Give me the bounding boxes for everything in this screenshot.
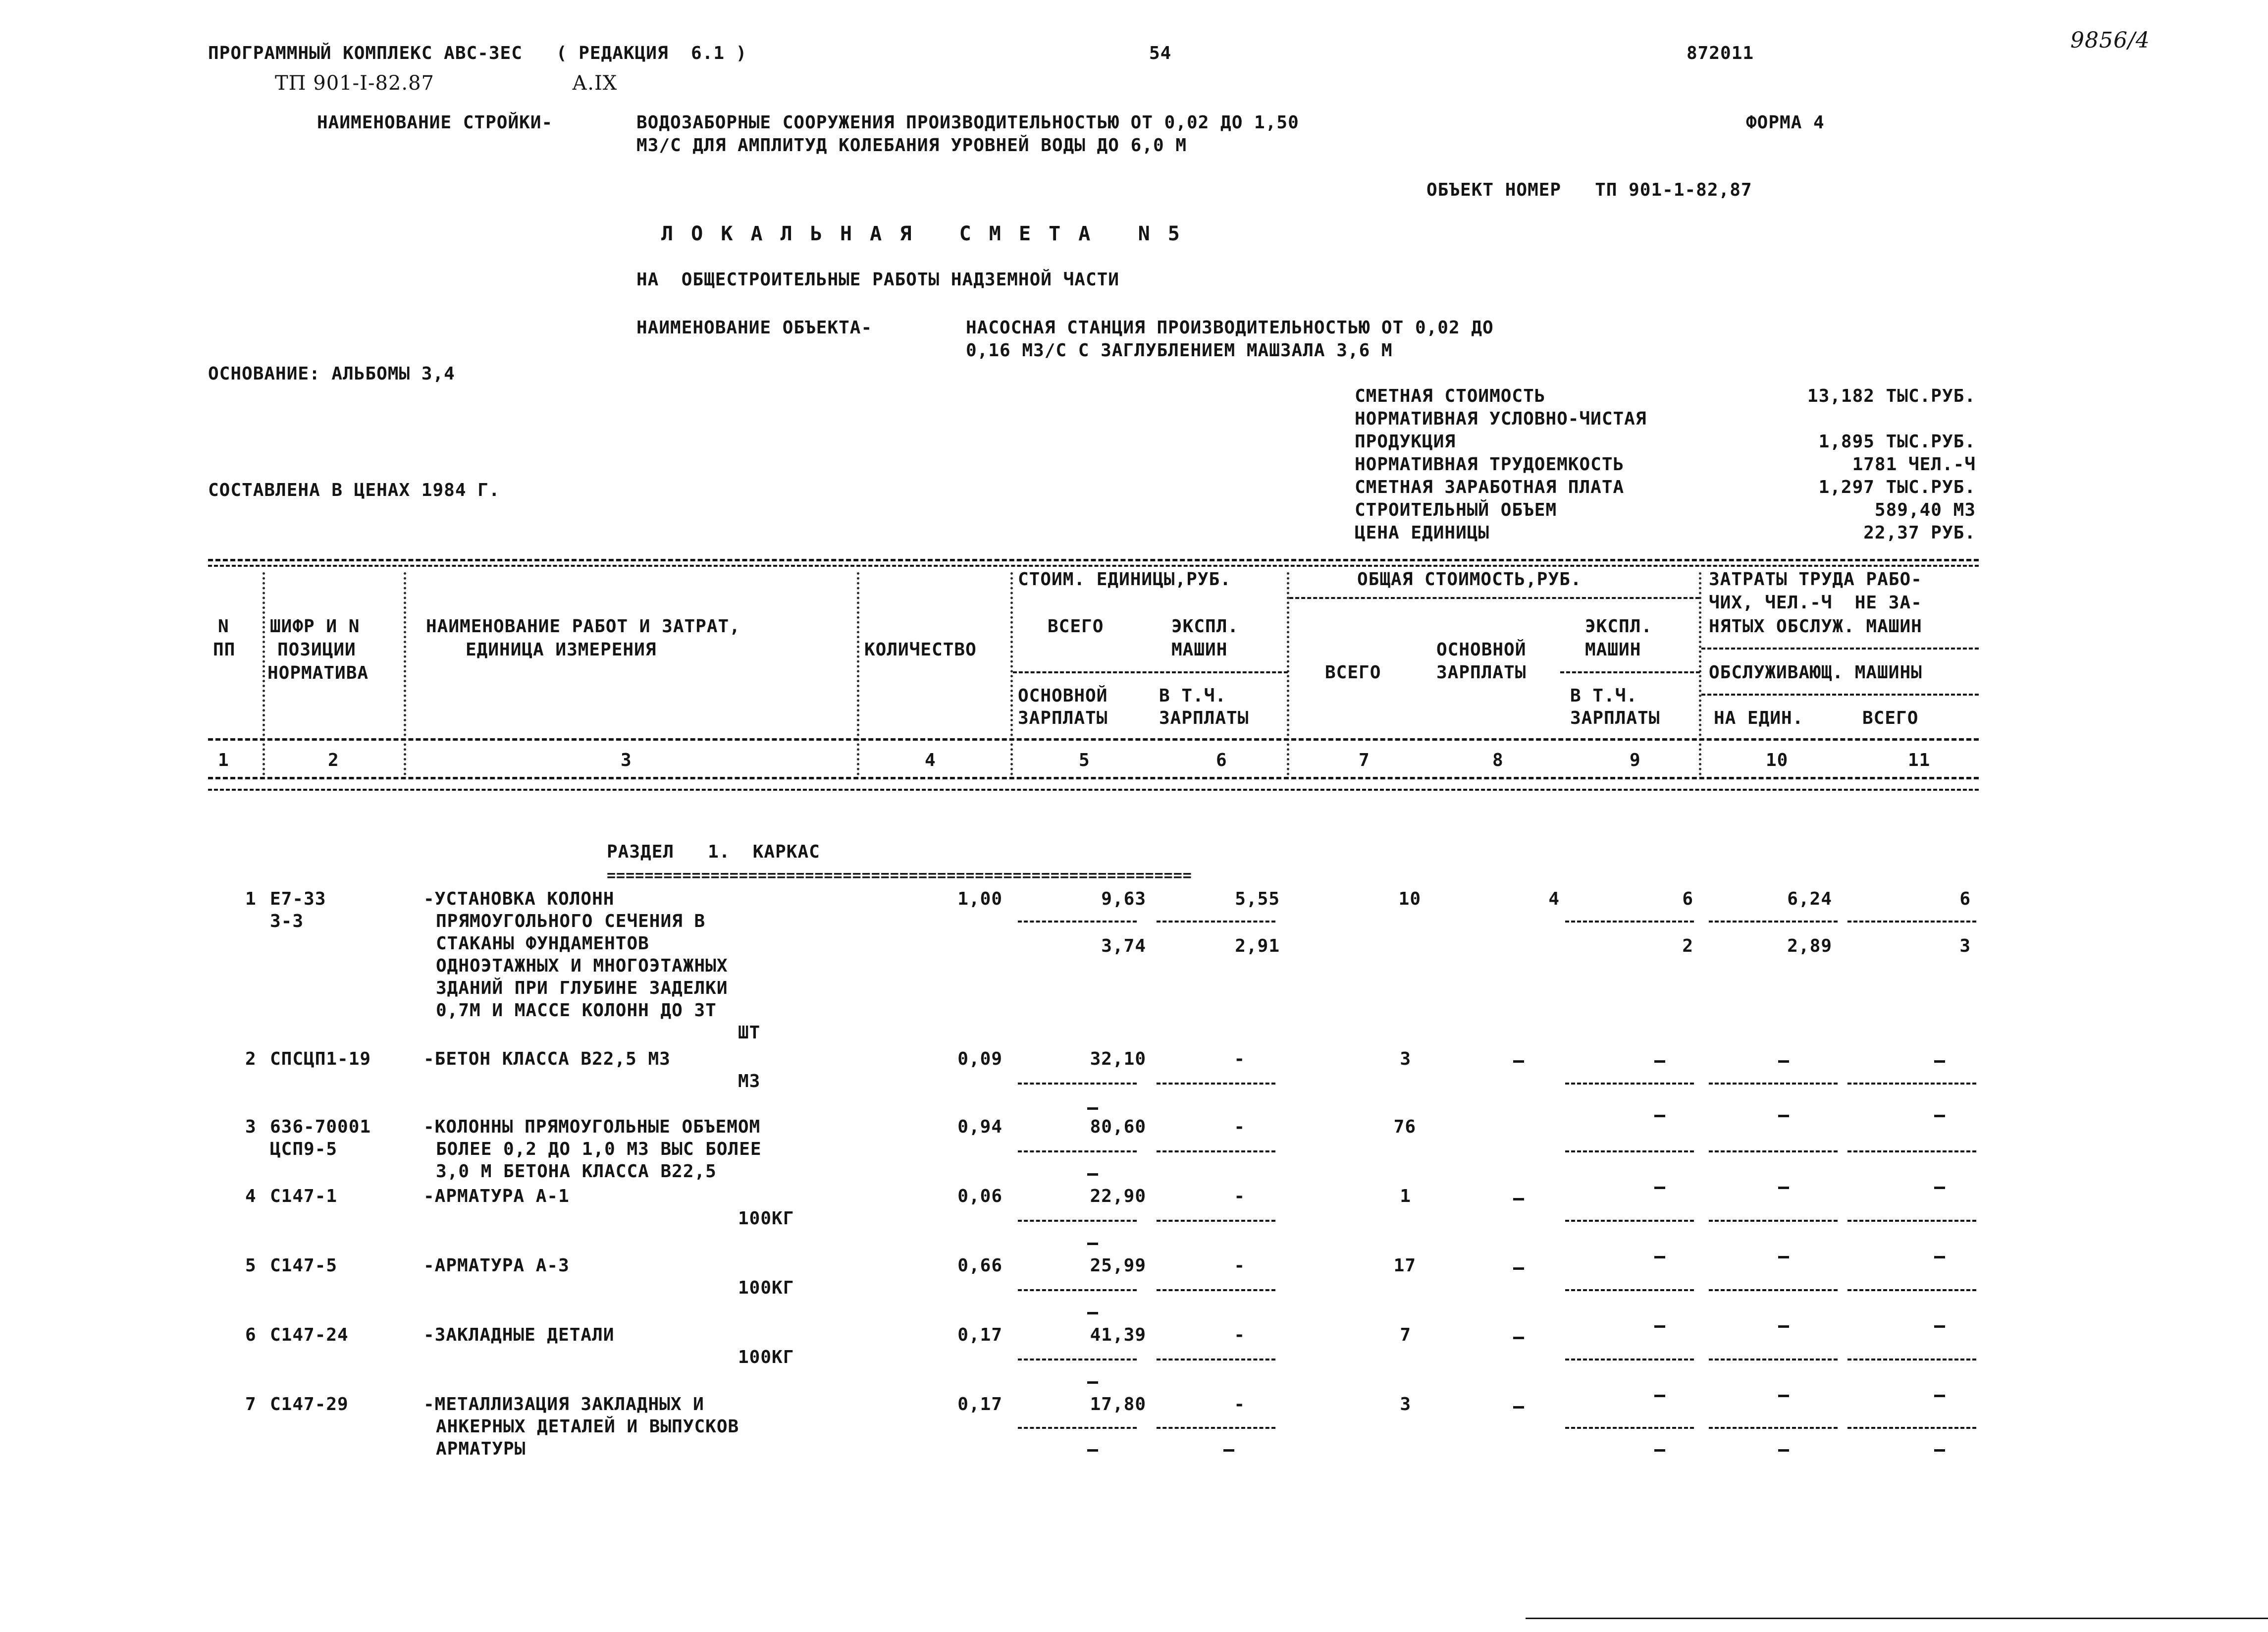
row-number: 2 bbox=[245, 1049, 257, 1069]
header-sub-rule bbox=[1701, 648, 1979, 650]
row-labor-total: 6 bbox=[1959, 889, 1971, 909]
summary-value: 1,297 ТЫС.РУБ. bbox=[1818, 477, 1976, 497]
row-qty: 0,17 bbox=[957, 1325, 1002, 1345]
sheet-mark: 9856/4 bbox=[2070, 28, 2150, 53]
row-unit: ШТ bbox=[738, 1023, 761, 1043]
header-sub-rule bbox=[1013, 671, 1288, 673]
empty-cell bbox=[1778, 1115, 1789, 1117]
row-code: С147-5 bbox=[270, 1255, 338, 1276]
col-header-code: ШИФР И N bbox=[270, 616, 360, 637]
column-divider bbox=[404, 572, 406, 775]
row-name: БОЛЕЕ 0,2 ДО 1,0 М3 ВЫС БОЛЕЕ bbox=[436, 1139, 762, 1159]
col-header-unit-cost: СТОИМ. ЕДИНИЦЫ,РУБ. bbox=[1018, 569, 1231, 590]
row-split-rule bbox=[1565, 1220, 1694, 1222]
col-header-total-all: ВСЕГО bbox=[1325, 662, 1381, 683]
summary-label: ЦЕНА ЕДИНИЦЫ bbox=[1355, 523, 1490, 543]
column-divider bbox=[857, 572, 859, 775]
row-split-rule bbox=[1018, 1220, 1137, 1222]
row-split-rule bbox=[1157, 1359, 1275, 1360]
empty-cell bbox=[1778, 1395, 1789, 1397]
row-unit-total: 32,10 bbox=[1090, 1049, 1146, 1069]
empty-cell bbox=[1778, 1449, 1789, 1452]
row-name: -МЕТАЛЛИЗАЦИЯ ЗАКЛАДНЫХ И bbox=[423, 1394, 704, 1414]
col-header-unit-incl: В Т.Ч. bbox=[1159, 686, 1227, 706]
empty-cell bbox=[1778, 1187, 1789, 1189]
empty-cell bbox=[1934, 1395, 1945, 1397]
row-split-rule bbox=[1847, 1427, 1976, 1429]
row-total: 3 bbox=[1400, 1049, 1411, 1069]
column-number: 8 bbox=[1492, 750, 1504, 770]
row-total: 10 bbox=[1398, 889, 1421, 909]
scan-edge-line bbox=[1526, 1618, 2268, 1619]
col-header-code: НОРМАТИВА bbox=[267, 663, 369, 683]
page-number: 54 bbox=[1149, 43, 1172, 63]
row-split-rule bbox=[1018, 1289, 1137, 1291]
row-split-rule bbox=[1157, 921, 1275, 923]
header-sub-rule bbox=[1560, 671, 1700, 673]
column-number: 11 bbox=[1908, 750, 1931, 770]
column-number: 2 bbox=[328, 750, 339, 770]
empty-cell bbox=[1934, 1060, 1945, 1063]
col-header-total-exp: ЭКСПЛ. bbox=[1585, 616, 1653, 637]
empty-cell bbox=[1513, 1267, 1524, 1270]
empty-cell bbox=[1654, 1256, 1665, 1258]
col-header-labor: НЯТЫХ ОБСЛУЖ. МАШИН bbox=[1709, 616, 1922, 637]
row-split-rule bbox=[1018, 921, 1137, 923]
col-header-labor-service: ОБСЛУЖИВАЮЩ. МАШИНЫ bbox=[1709, 662, 1922, 683]
row-total-exp: 6 bbox=[1682, 889, 1693, 909]
row-name: ПРЯМОУГОЛЬНОГО СЕЧЕНИЯ В bbox=[436, 911, 706, 931]
object-label: НАИМЕНОВАНИЕ ОБЪЕКТА- bbox=[636, 318, 873, 338]
row-qty: 0,09 bbox=[957, 1049, 1002, 1069]
row-unit-exp: - bbox=[1234, 1049, 1245, 1069]
header-bottom-rule bbox=[208, 777, 1979, 779]
row-number: 6 bbox=[245, 1325, 257, 1345]
empty-cell bbox=[1513, 1406, 1524, 1409]
column-number: 5 bbox=[1079, 750, 1090, 770]
row-split-rule bbox=[1709, 1150, 1838, 1152]
compiled-prices: СОСТАВЛЕНА В ЦЕНАХ 1984 Г. bbox=[208, 480, 500, 500]
column-divider bbox=[263, 572, 265, 775]
col-header-code: ПОЗИЦИИ bbox=[277, 640, 356, 660]
row-name: -УСТАНОВКА КОЛОНН bbox=[423, 889, 615, 909]
summary-label: СМЕТНАЯ СТОИМОСТЬ bbox=[1355, 386, 1546, 406]
tp-number: ТП 901-I-82.87 bbox=[275, 72, 434, 95]
row-code: 636-70001 bbox=[270, 1117, 371, 1137]
row-split-rule bbox=[1709, 1289, 1838, 1291]
row-split-rule bbox=[1157, 1220, 1275, 1222]
album-number: А.IX bbox=[572, 72, 618, 95]
empty-cell bbox=[1654, 1115, 1665, 1117]
empty-cell bbox=[1654, 1449, 1665, 1452]
row-unit-total: 80,60 bbox=[1090, 1117, 1146, 1137]
row-qty: 0,66 bbox=[957, 1255, 1002, 1276]
col-header-unit-exp: МАШИН bbox=[1171, 640, 1228, 660]
col-header-n: ПП bbox=[213, 640, 236, 660]
empty-cell bbox=[1934, 1187, 1945, 1189]
row-labor-unit-b: 2,89 bbox=[1787, 936, 1832, 956]
row-split-rule bbox=[1018, 1359, 1137, 1360]
col-header-qty: КОЛИЧЕСТВО bbox=[864, 640, 977, 660]
row-number: 3 bbox=[245, 1117, 257, 1137]
row-unit-exp: 5,55 bbox=[1235, 889, 1280, 909]
row-name: СТАКАНЫ ФУНДАМЕНТОВ bbox=[436, 933, 649, 954]
header-number-rule bbox=[208, 738, 1979, 741]
row-qty: 1,00 bbox=[957, 889, 1002, 909]
col-header-labor-unit: НА ЕДИН. bbox=[1714, 708, 1804, 728]
estimate-subtitle: НА ОБЩЕСТРОИТЕЛЬНЫЕ РАБОТЫ НАДЗЕМНОЙ ЧАСТИ bbox=[636, 270, 1119, 290]
row-code: Е7-33 bbox=[270, 889, 326, 909]
row-unit: 100КГ bbox=[738, 1347, 794, 1367]
summary-value: 22,37 РУБ. bbox=[1863, 523, 1976, 543]
row-total: 7 bbox=[1400, 1325, 1411, 1345]
row-name: -КОЛОННЫ ПРЯМОУГОЛЬНЫЕ ОБЪЕМОМ bbox=[423, 1117, 761, 1137]
row-code: С147-24 bbox=[270, 1325, 349, 1345]
empty-cell bbox=[1654, 1395, 1665, 1397]
row-split-rule bbox=[1709, 1220, 1838, 1222]
row-split-rule bbox=[1847, 1150, 1976, 1152]
column-number: 9 bbox=[1630, 750, 1641, 770]
row-number: 5 bbox=[245, 1255, 257, 1276]
row-number: 7 bbox=[245, 1394, 257, 1414]
row-split-rule bbox=[1709, 1359, 1838, 1360]
row-name: ЗДАНИЙ ПРИ ГЛУБИНЕ ЗАДЕЛКИ bbox=[436, 978, 728, 998]
row-split-rule bbox=[1847, 1359, 1976, 1360]
row-unit-total: 41,39 bbox=[1090, 1325, 1146, 1345]
summary-value: 1781 ЧЕЛ.-Ч bbox=[1852, 454, 1976, 475]
empty-cell bbox=[1934, 1256, 1945, 1258]
row-split-rule bbox=[1018, 1427, 1137, 1429]
column-number: 7 bbox=[1359, 750, 1370, 770]
row-total: 3 bbox=[1400, 1394, 1411, 1414]
col-header-total-incl: В Т.Ч. bbox=[1570, 686, 1638, 706]
empty-cell bbox=[1087, 1173, 1098, 1176]
row-name: АНКЕРНЫХ ДЕТАЛЕЙ И ВЫПУСКОВ bbox=[436, 1416, 739, 1437]
construction-label: НАИМЕНОВАНИЕ СТРОЙКИ- bbox=[317, 112, 553, 133]
column-divider bbox=[1010, 572, 1013, 775]
basis: ОСНОВАНИЕ: АЛЬБОМЫ 3,4 bbox=[208, 364, 455, 384]
empty-cell bbox=[1087, 1243, 1098, 1245]
summary-label: СМЕТНАЯ ЗАРАБОТНАЯ ПЛАТА bbox=[1355, 477, 1625, 497]
construction-line-1: ВОДОЗАБОРНЫЕ СООРУЖЕНИЯ ПРОИЗВОДИТЕЛЬНОСТЬЮ ОТ 0,02 ДО 1,50 bbox=[636, 112, 1299, 133]
row-split-rule bbox=[1565, 1083, 1694, 1085]
column-number: 6 bbox=[1216, 750, 1227, 770]
row-name: ОДНОЭТАЖНЫХ И МНОГОЭТАЖНЫХ bbox=[436, 956, 728, 976]
row-split-rule bbox=[1847, 1220, 1976, 1222]
row-split-rule bbox=[1709, 1083, 1838, 1085]
col-header-total-exp: МАШИН bbox=[1585, 640, 1641, 660]
row-total-incl: 2 bbox=[1682, 936, 1693, 956]
col-header-unit-exp: ЭКСПЛ. bbox=[1171, 616, 1239, 637]
summary-value: 13,182 ТЫС.РУБ. bbox=[1807, 386, 1976, 406]
row-unit-base: 3,74 bbox=[1101, 936, 1146, 956]
row-name: 3,0 М БЕТОНА КЛАССА В22,5 bbox=[436, 1161, 717, 1182]
row-unit-total: 25,99 bbox=[1090, 1255, 1146, 1276]
empty-cell bbox=[1934, 1325, 1945, 1328]
row-unit: 100КГ bbox=[738, 1208, 794, 1229]
summary-label: ПРОДУКЦИЯ bbox=[1355, 432, 1456, 452]
empty-cell bbox=[1513, 1060, 1524, 1063]
row-code: СПСЦП1-19 bbox=[270, 1049, 371, 1069]
section-underline: ============================================================== bbox=[607, 867, 1192, 884]
row-total: 1 bbox=[1400, 1186, 1411, 1206]
empty-cell bbox=[1223, 1449, 1234, 1452]
header-bottom-rule-2 bbox=[208, 789, 1979, 791]
row-name: -АРМАТУРА А-3 bbox=[423, 1255, 570, 1276]
col-header-unit-base: ЗАРПЛАТЫ bbox=[1018, 708, 1108, 728]
row-unit-exp: - bbox=[1234, 1394, 1245, 1414]
empty-cell bbox=[1654, 1187, 1665, 1189]
form-number: ФОРМА 4 bbox=[1746, 112, 1825, 133]
column-number: 3 bbox=[621, 750, 632, 770]
empty-cell bbox=[1934, 1115, 1945, 1117]
row-name: -БЕТОН КЛАССА В22,5 М3 bbox=[423, 1049, 671, 1069]
row-split-rule bbox=[1018, 1083, 1137, 1085]
row-split-rule bbox=[1709, 1427, 1838, 1429]
empty-cell bbox=[1087, 1449, 1098, 1452]
row-split-rule bbox=[1157, 1150, 1275, 1152]
row-unit-exp: - bbox=[1234, 1255, 1245, 1276]
empty-cell bbox=[1778, 1060, 1789, 1063]
row-number: 4 bbox=[245, 1186, 257, 1206]
col-header-total-base: ЗАРПЛАТЫ bbox=[1436, 662, 1527, 683]
header-sub-rule bbox=[1289, 597, 1699, 599]
row-split-rule bbox=[1565, 1427, 1694, 1429]
summary-label: НОРМАТИВНАЯ УСЛОВНО-ЧИСТАЯ bbox=[1355, 409, 1647, 429]
row-qty: 0,94 bbox=[957, 1117, 1002, 1137]
row-qty: 0,06 bbox=[957, 1186, 1002, 1206]
row-unit-exp: - bbox=[1234, 1325, 1245, 1345]
row-name: -АРМАТУРА А-1 bbox=[423, 1186, 570, 1206]
object-number: ОБЪЕКТ НОМЕР ТП 901-1-82,87 bbox=[1426, 180, 1752, 200]
empty-cell bbox=[1934, 1449, 1945, 1452]
row-unit-incl: 2,91 bbox=[1235, 936, 1280, 956]
row-code: С147-1 bbox=[270, 1186, 338, 1206]
row-labor-unit: 6,24 bbox=[1787, 889, 1832, 909]
construction-line-2: М3/С ДЛЯ АМПЛИТУД КОЛЕБАНИЯ УРОВНЕЙ ВОДЫ ДО 6,0 М bbox=[636, 135, 1187, 156]
row-split-rule bbox=[1565, 1150, 1694, 1152]
row-split-rule bbox=[1565, 1289, 1694, 1291]
row-unit: 100КГ bbox=[738, 1278, 794, 1298]
row-unit-exp: - bbox=[1234, 1117, 1245, 1137]
summary-label: НОРМАТИВНАЯ ТРУДОЕМКОСТЬ bbox=[1355, 454, 1625, 475]
col-header-labor: ЧИХ, ЧЕЛ.-Ч НЕ ЗА- bbox=[1709, 593, 1922, 613]
document-code: 872011 bbox=[1687, 43, 1754, 63]
row-split-rule bbox=[1847, 1289, 1976, 1291]
row-split-rule bbox=[1709, 921, 1838, 923]
column-divider bbox=[1699, 572, 1701, 775]
col-header-total-incl: ЗАРПЛАТЫ bbox=[1570, 708, 1660, 728]
row-split-rule bbox=[1847, 1083, 1976, 1085]
empty-cell bbox=[1087, 1312, 1098, 1314]
empty-cell bbox=[1513, 1337, 1524, 1339]
empty-cell bbox=[1654, 1325, 1665, 1328]
row-name: АРМАТУРЫ bbox=[436, 1439, 526, 1459]
row-code: ЦСП9-5 bbox=[270, 1139, 338, 1159]
row-split-rule bbox=[1157, 1083, 1275, 1085]
column-number: 10 bbox=[1766, 750, 1789, 770]
table-top-rule-2 bbox=[208, 565, 1979, 567]
column-divider bbox=[1287, 572, 1289, 775]
empty-cell bbox=[1087, 1107, 1098, 1110]
col-header-name: НАИМЕНОВАНИЕ РАБОТ И ЗАТРАТ, bbox=[426, 616, 740, 637]
col-header-labor-total: ВСЕГО bbox=[1862, 708, 1919, 728]
empty-cell bbox=[1087, 1381, 1098, 1384]
program-name: ПРОГРАММНЫЙ КОМПЛЕКС АВС-3ЕС ( РЕДАКЦИЯ 6.1 ) bbox=[208, 43, 747, 63]
row-code: 3-3 bbox=[270, 911, 304, 931]
col-header-labor: ЗАТРАТЫ ТРУДА РАБО- bbox=[1709, 569, 1922, 590]
row-unit-total: 9,63 bbox=[1101, 889, 1146, 909]
row-split-rule bbox=[1157, 1289, 1275, 1291]
row-unit-exp: - bbox=[1234, 1186, 1245, 1206]
table-top-rule bbox=[208, 559, 1979, 561]
col-header-unit-incl: ЗАРПЛАТЫ bbox=[1159, 708, 1249, 728]
estimate-title: Л О К А Л Ь Н А Я С М Е Т А N 5 bbox=[661, 222, 1183, 245]
row-code: С147-29 bbox=[270, 1394, 349, 1414]
header-sub-rule bbox=[1701, 694, 1979, 696]
row-total: 76 bbox=[1393, 1117, 1416, 1137]
row-unit-total: 17,80 bbox=[1090, 1394, 1146, 1414]
empty-cell bbox=[1778, 1256, 1789, 1258]
row-name: -ЗАКЛАДНЫЕ ДЕТАЛИ bbox=[423, 1325, 615, 1345]
col-header-n: N bbox=[218, 616, 229, 637]
object-name-line-2: 0,16 М3/С С ЗАГЛУБЛЕНИЕМ МАШЗАЛА 3,6 М bbox=[966, 340, 1393, 361]
empty-cell bbox=[1654, 1060, 1665, 1063]
object-name-line-1: НАСОСНАЯ СТАНЦИЯ ПРОИЗВОДИТЕЛЬНОСТЬЮ ОТ 0,02 ДО bbox=[966, 318, 1494, 338]
column-number: 1 bbox=[218, 750, 229, 770]
row-labor-total-b: 3 bbox=[1959, 936, 1971, 956]
summary-value: 589,40 М3 bbox=[1874, 500, 1976, 520]
row-qty: 0,17 bbox=[957, 1394, 1002, 1414]
row-split-rule bbox=[1018, 1150, 1137, 1152]
row-unit: М3 bbox=[738, 1071, 761, 1091]
row-split-rule bbox=[1565, 921, 1694, 923]
row-name: 0,7М И МАССЕ КОЛОНН ДО 3Т bbox=[436, 1000, 717, 1021]
row-split-rule bbox=[1157, 1427, 1275, 1429]
summary-value: 1,895 ТЫС.РУБ. bbox=[1818, 432, 1976, 452]
row-split-rule bbox=[1565, 1359, 1694, 1360]
column-number: 4 bbox=[925, 750, 936, 770]
col-header-total-base: ОСНОВНОЙ bbox=[1436, 640, 1527, 660]
empty-cell bbox=[1513, 1198, 1524, 1200]
row-total: 17 bbox=[1393, 1255, 1416, 1276]
col-header-unit-total: ВСЕГО bbox=[1048, 616, 1104, 637]
col-header-total-cost: ОБЩАЯ СТОИМОСТЬ,РУБ. bbox=[1357, 569, 1582, 590]
row-total-base: 4 bbox=[1548, 889, 1560, 909]
col-header-name: ЕДИНИЦА ИЗМЕРЕНИЯ bbox=[466, 640, 657, 660]
empty-cell bbox=[1778, 1325, 1789, 1328]
col-header-unit-base: ОСНОВНОЙ bbox=[1018, 686, 1108, 706]
summary-label: СТРОИТЕЛЬНЫЙ ОБЪЕМ bbox=[1355, 500, 1557, 520]
section-title: РАЗДЕЛ 1. КАРКАС bbox=[607, 842, 820, 862]
row-number: 1 bbox=[245, 889, 257, 909]
row-split-rule bbox=[1847, 921, 1976, 923]
row-unit-total: 22,90 bbox=[1090, 1186, 1146, 1206]
